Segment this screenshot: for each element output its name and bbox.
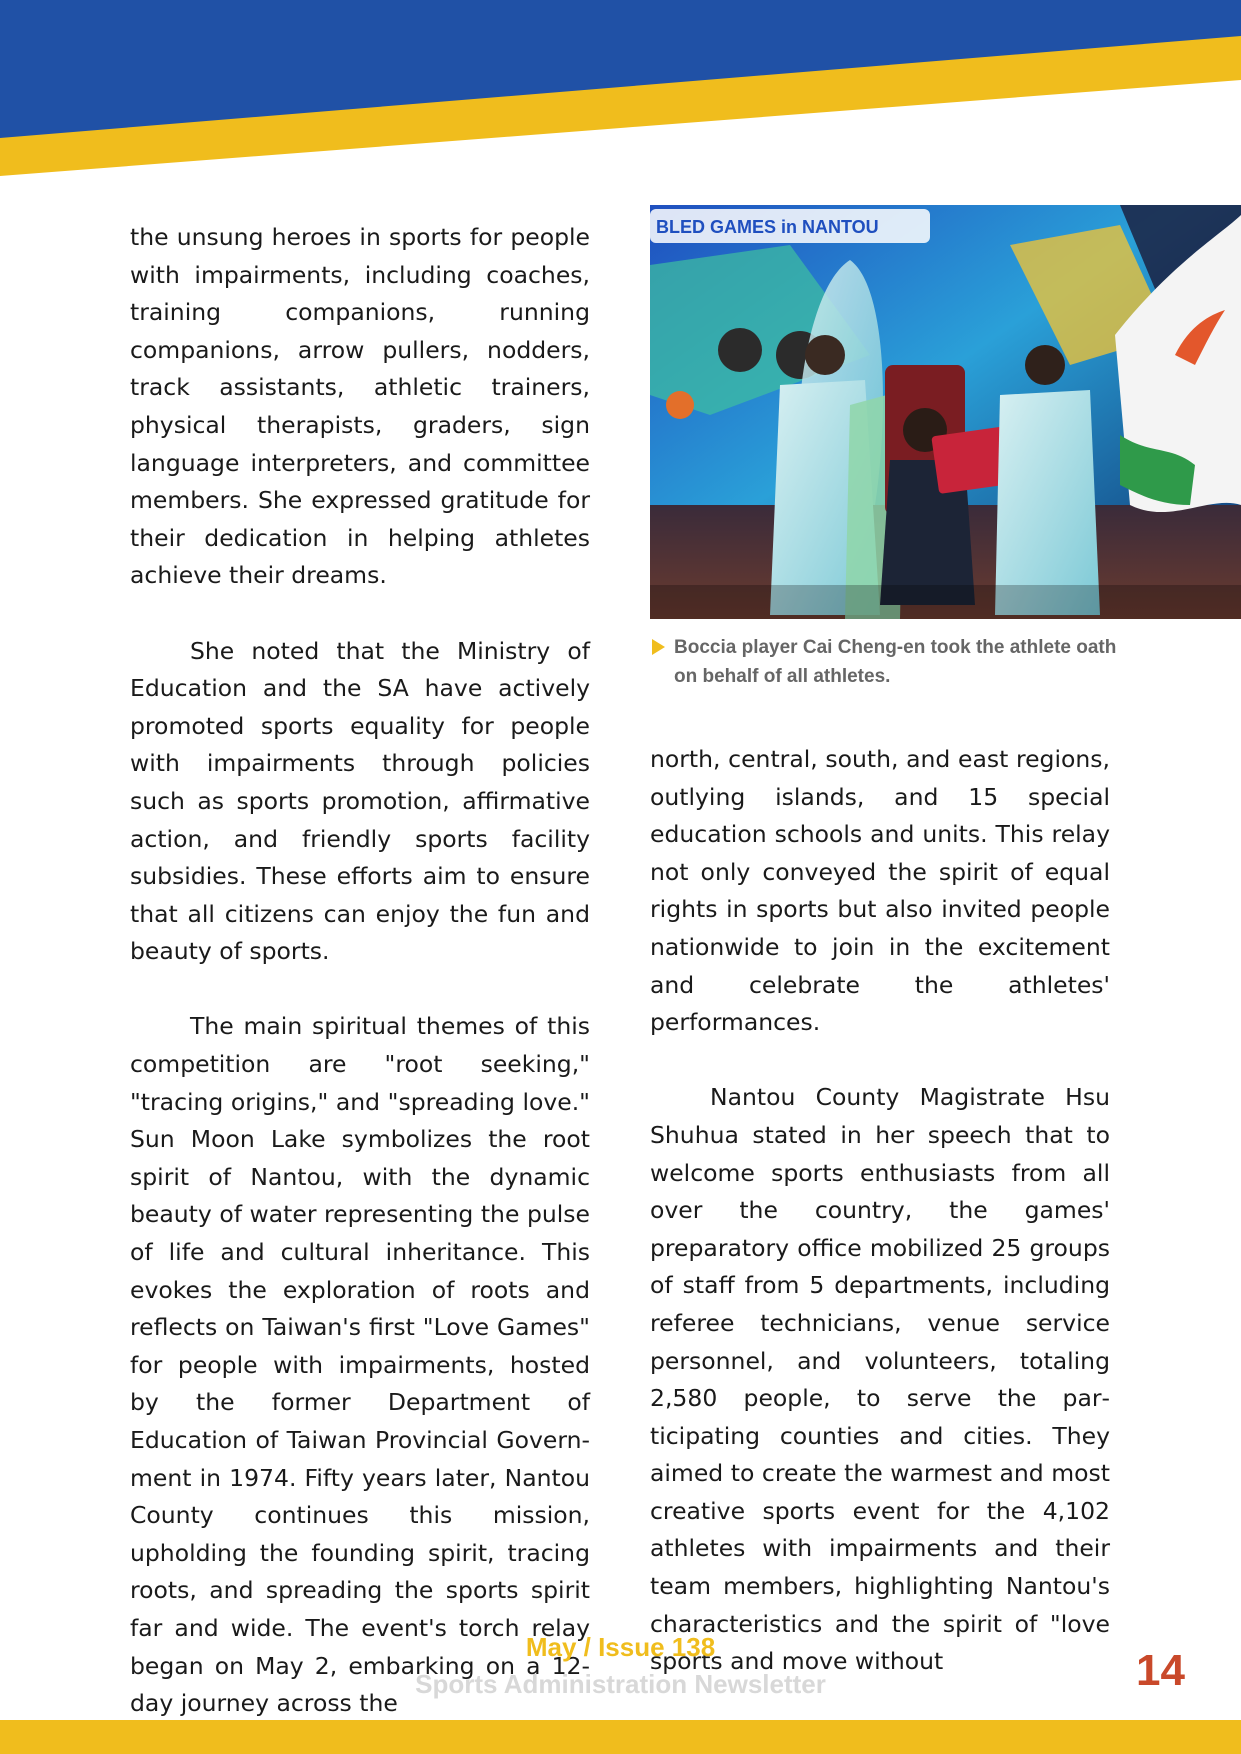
article-paragraph: north, central, south, and east regions, outlying islands, and 15 special education schools and units. This relay not only conveyed the spirit of equal rights in sports but also invited people nationwide to join in the excitement and celebrate the athletes' performances. [650, 745, 1110, 1037]
article-paragraph: The main spiritual themes of this competition are "root seeking," "tracing origins," and "spreading love." Sun Moon Lake symbolizes the root spirit of Nantou, with the dynamic beauty of water representing the pulse of life and cultural inheritance. This evokes the exploration of roots and reflects on Taiwan's first "Love Games" for people with impairments, hosted by the former Department of Education of Taiwan Provincial Government in 1974. Fifty years later, Nantou County continues this mission, upholding the founding spirit, tracing roots, and spreading the sports spirit far and wide. The event's torch relay began on May 2, embarking on a 12-day journey across the [130, 1012, 590, 1718]
header-banner [0, 0, 1241, 180]
page-number: 14 [1136, 1646, 1185, 1695]
footer-issue: May / Issue 138 [525, 1632, 716, 1662]
footer-publication-name: Sports Administration Newsletter [415, 1669, 826, 1699]
article-photo [650, 205, 1241, 619]
caption-text: Boccia player Cai Cheng-en took the athlete oath on behalf of all athletes. [674, 637, 1117, 687]
footer-bar [0, 1720, 1241, 1754]
article-paragraph: Nantou County Magistrate Hsu Shuhua stated in her speech that to welcome sports enthusiasts from all over the country, the games' preparatory office mobilized 25 groups of staff from 5 departments, including referee technicians, venue service personnel, and volunteers, totaling 2,580 people, to serve the participating counties and cities. They aimed to create the warmest and most creative sports event for the 4,102 athletes with impairments and their team members, highlighting Nantou's characteristics and the spirit of "love sports and move without [650, 1083, 1110, 1676]
photo-sign-text: BLED GAMES in NANTOU [656, 217, 879, 237]
photo-caption [650, 633, 1120, 691]
boccia-ceremony-photo [650, 205, 1241, 619]
article-paragraph: the unsung heroes in sports for people with impairments, including coaches, training companions, running companions, arrow pullers, nodders, track assistants, athletic trainers, physical therapists, graders, sign language interpreters, and committee members. She expressed gratitude for their dedication in helping athletes achieve their dreams. [130, 223, 590, 590]
article-right-column [650, 741, 1110, 1681]
article-left-column [130, 219, 590, 1723]
caption-arrow-icon [652, 639, 665, 655]
article-paragraph: She noted that the Ministry of Education and the SA have actively promoted sports equality for people with impairments through policies such as sports promotion, affirmative action, and friendly sports facility subsidies. These efforts aim to ensure that all citizens can enjoy the fun and beauty of sports. [130, 636, 590, 966]
